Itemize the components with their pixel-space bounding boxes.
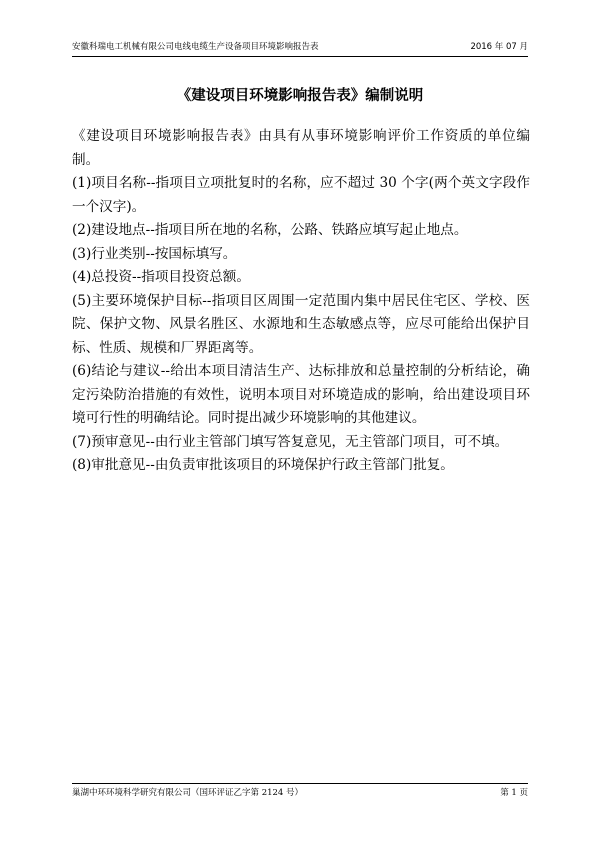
header-date: 2016 年 07 月 bbox=[470, 42, 528, 52]
footer-divider bbox=[72, 783, 528, 784]
item-conclusions: (6)结论与建议--给出本项目清洁生产、达标排放和总量控制的分析结论，确定污染防治措施的有效性，说明本项目对环境造成的影响，给出建设项目环境可行性的明确结论。同时提出减少环境影响的其他建议。 bbox=[72, 363, 530, 426]
item-protection-targets: (5)主要环境保护目标--指项目区周围一定范围内集中居民住宅区、学校、医院、保护文物、风景名胜区、水源地和生态敏感点等，应尽可能给出保护目标、性质、规模和厂界距离等。 bbox=[72, 292, 530, 356]
page-number: 第 1 页 bbox=[500, 788, 528, 798]
header-divider bbox=[72, 56, 528, 57]
document-body bbox=[72, 125, 530, 478]
item-total-investment: (4)总投资--指项目投资总额。 bbox=[72, 269, 250, 285]
item-construction-site: (2)建设地点--指项目所在地的名称，公路、铁路应填写起止地点。 bbox=[72, 222, 468, 238]
item-approval-opinion: (8)审批意见--由负责审批该项目的环境保护行政主管部门批复。 bbox=[72, 457, 454, 473]
item-industry-category: (3)行业类别--按国标填写。 bbox=[72, 245, 237, 262]
page-title: 《建设项目环境影响报告表》编制说明 bbox=[176, 87, 424, 104]
item-preliminary-review: (7)预审意见--由行业主管部门填写答复意见，无主管部门项目，可不填。 bbox=[72, 433, 509, 450]
item-project-name: (1)项目名称--指项目立项批复时的名称，应不超过 30 个字(两个英文字段作一个汉字)。 bbox=[72, 175, 530, 215]
page-header bbox=[72, 40, 528, 54]
intro-paragraph: 《建设项目环境影响报告表》由具有从事环境影响评价工作资质的单位编制。 bbox=[72, 128, 530, 168]
page-footer bbox=[72, 786, 528, 800]
header-report-name: 安徽科瑞电工机械有限公司电线电缆生产设备项目环境影响报告表 bbox=[72, 42, 319, 52]
footer-institute: 巢湖中环环境科学研究有限公司（国环评证乙字第 2124 号） bbox=[72, 788, 304, 798]
